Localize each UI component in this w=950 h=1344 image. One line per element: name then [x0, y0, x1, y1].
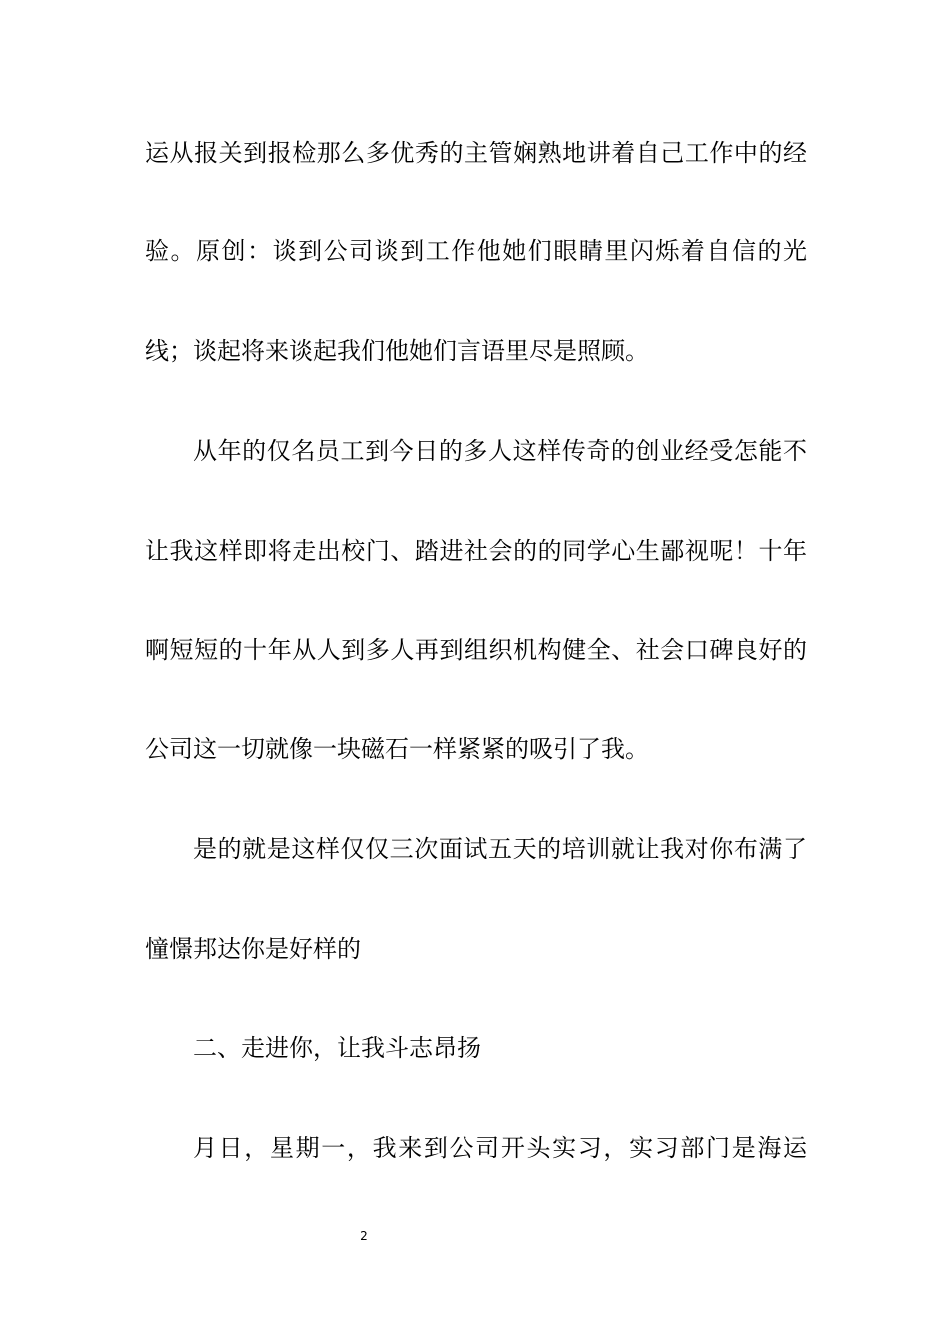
section-heading: 二、走进你，让我斗志昂扬: [193, 1034, 481, 1062]
text-line-5: 让我这样即将走出校门、踏进社会的的同学心生鄙视呢！十年: [145, 537, 807, 565]
text-line-4: 从年的仅名员工到今日的多人这样传奇的创业经受怎能不: [193, 437, 807, 465]
text-line-8: 是的就是这样仅仅三次面试五天的培训就让我对你布满了: [193, 835, 807, 863]
text-line-6: 啊短短的十年从人到多人再到组织机构健全、社会口碑良好的: [145, 636, 807, 664]
text-line-3: 线；谈起将来谈起我们他她们言语里尽是照顾。: [145, 337, 649, 365]
text-line-7: 公司这一切就像一块磁石一样紧紧的吸引了我。: [145, 735, 649, 763]
text-line-2: 验。原创：谈到公司谈到工作他她们眼睛里闪烁着自信的光: [145, 237, 807, 265]
text-line-11: 月日，星期一，我来到公司开头实习，实习部门是海运: [193, 1134, 807, 1162]
text-line-9: 憧憬邦达你是好样的: [145, 935, 361, 963]
page-number: 2: [360, 1229, 368, 1243]
text-line-1: 运从报关到报检那么多优秀的主管娴熟地讲着自己工作中的经: [145, 139, 807, 167]
